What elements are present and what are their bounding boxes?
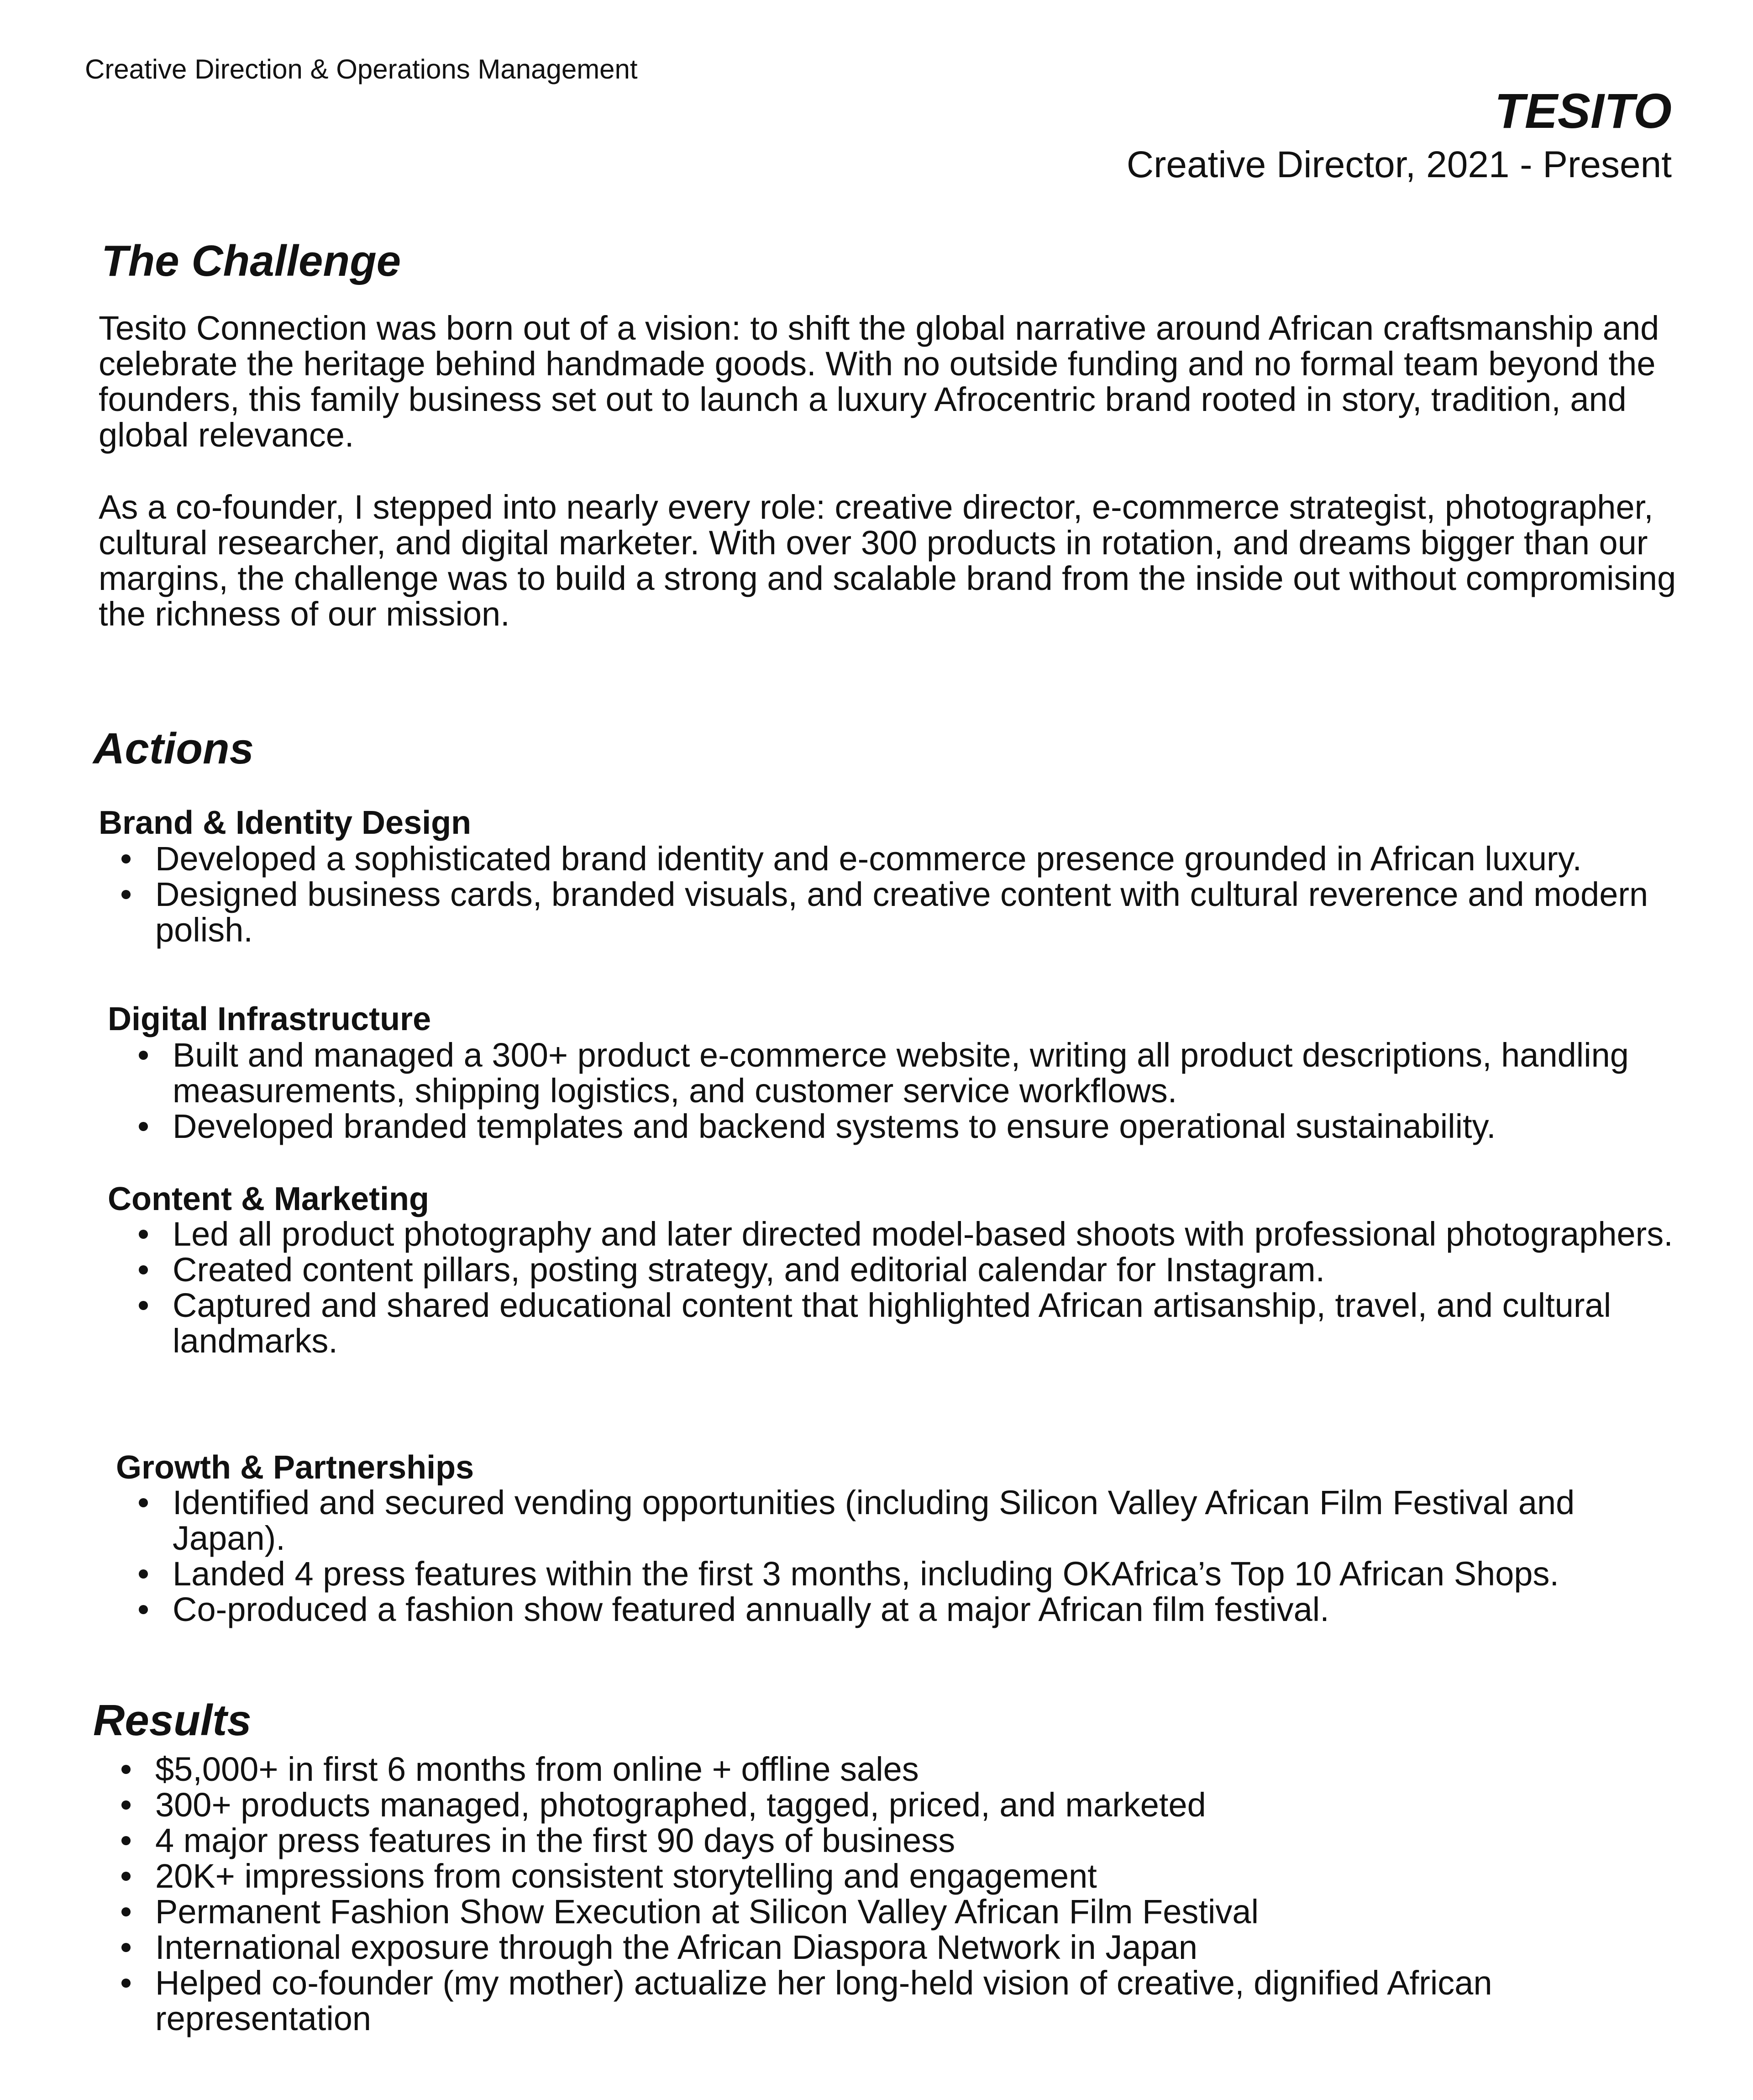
list-item: 300+ products managed, photographed, tagged, priced, and marketed <box>99 1787 1614 1823</box>
list-item: Led all product photography and later directed model-based shoots with professional photographers. <box>116 1216 1723 1252</box>
list-item: Captured and shared educational content that highlighted African artisanship, travel, and cultural landmarks. <box>116 1288 1723 1359</box>
content-marketing-heading: Content & Marketing <box>108 1181 430 1217</box>
results-heading: Results <box>93 1696 252 1745</box>
challenge-heading: The Challenge <box>101 237 401 285</box>
list-item: Co-produced a fashion show featured annually at a major African film festival. <box>116 1592 1677 1627</box>
challenge-paragraph-1: Tesito Connection was born out of a vision: to shift the global narrative around African craftsmanship and celebrate the heritage behind handmade goods. With no outside funding and no formal team beyond the founders, this family business set out to launch a luxury Afrocentric brand rooted in story, tradition, and global relevance. <box>99 309 1659 454</box>
growth-partnerships-list <box>116 1485 1677 1627</box>
role-and-dates: Creative Director, 2021 - Present <box>1126 144 1672 185</box>
list-item: International exposure through the African Diaspora Network in Japan <box>99 1930 1614 1965</box>
brand-identity-heading: Brand & Identity Design <box>99 805 472 841</box>
page-kicker: Creative Direction & Operations Management <box>85 54 638 84</box>
list-item: Created content pillars, posting strategy, and editorial calendar for Instagram. <box>116 1252 1723 1288</box>
digital-infrastructure-heading: Digital Infrastructure <box>108 1001 431 1037</box>
list-item: Identified and secured vending opportunities (including Silicon Valley African Film Festival and Japan). <box>116 1485 1677 1556</box>
list-item: Landed 4 press features within the first 3 months, including OKAfrica’s Top 10 African Shops. <box>116 1556 1677 1592</box>
company-name: TESITO <box>1494 83 1672 138</box>
list-item: Designed business cards, branded visuals, and creative content with cultural reverence and modern polish. <box>99 877 1724 948</box>
growth-partnerships-heading: Growth & Partnerships <box>116 1449 474 1486</box>
content-marketing-list <box>116 1216 1723 1359</box>
results-list <box>99 1752 1614 2037</box>
challenge-paragraph-2: As a co-founder, I stepped into nearly every role: creative director, e-commerce strategist, photographer, cultural researcher, and digital marketer. With over 300 products in rotation, and dreams bigger than our margins, the challenge was to build a strong and scalable brand from the inside out without compromising the richness of our mission. <box>99 488 1676 633</box>
digital-infrastructure-list <box>116 1037 1723 1144</box>
actions-heading: Actions <box>93 724 254 773</box>
list-item: Helped co-founder (my mother) actualize her long-held vision of creative, dignified African representation <box>99 1965 1614 2037</box>
list-item: Developed branded templates and backend systems to ensure operational sustainability. <box>116 1109 1723 1144</box>
list-item: 20K+ impressions from consistent storytelling and engagement <box>99 1858 1614 1894</box>
list-item: Permanent Fashion Show Execution at Silicon Valley African Film Festival <box>99 1894 1614 1930</box>
list-item: Developed a sophisticated brand identity and e-commerce presence grounded in African luxury. <box>99 841 1724 877</box>
brand-identity-list <box>99 841 1724 948</box>
list-item: $5,000+ in first 6 months from online + offline sales <box>99 1752 1614 1787</box>
list-item: 4 major press features in the first 90 days of business <box>99 1823 1614 1858</box>
list-item: Built and managed a 300+ product e-commerce website, writing all product descriptions, handling measurements, shipping logistics, and customer service workflows. <box>116 1037 1723 1109</box>
